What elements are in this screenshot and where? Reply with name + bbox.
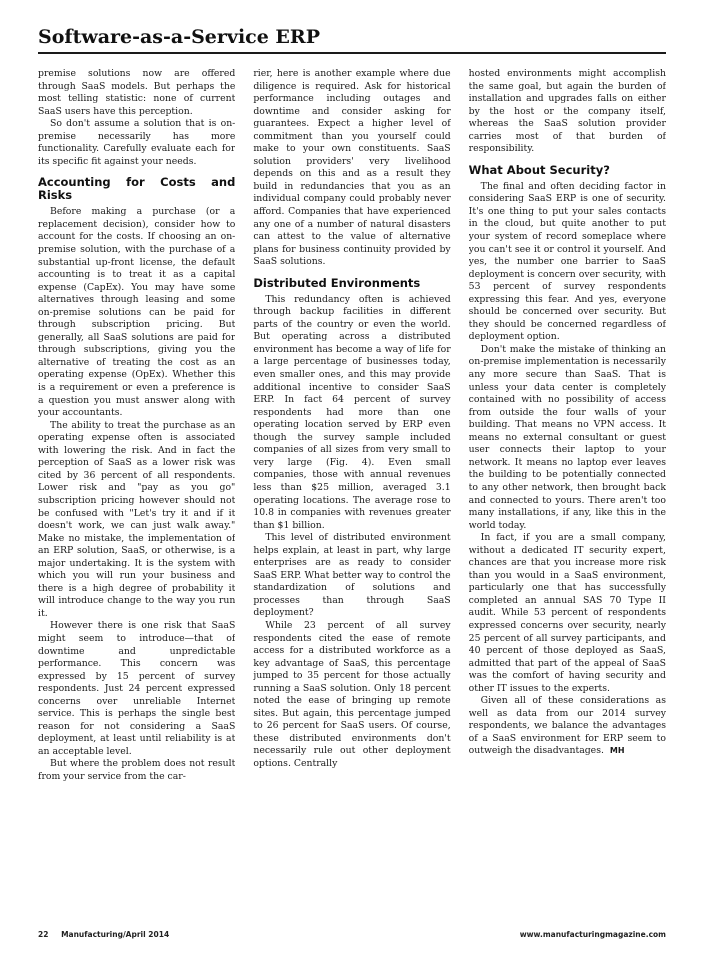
- paragraph: The final and often deciding factor in considering SaaS ERP is one of security. It's one thing to put your sales contacts in the cloud, but quite another to put your system of record someplace where you can't see it or control it yourself. And yes, the number one barrier to SaaS deployment is concern over security, with 53 percent of survey respondents expressing this fear. And yes, everyone should be concerned over security. But they should be concerned regardless of deployment option.: [468, 180, 666, 343]
- paragraph: However there is one risk that SaaS might seem to introduce—that of downtime and unpredictable performance. This concern was expressed by 15 percent of survey respondents. Just 24 percent expressed concerns over unreliable Internet service. This is perhaps the single best reason for not considering a SaaS deployment, at least until reliability is at an acceptable level.: [38, 620, 236, 757]
- column-3: [469, 68, 666, 926]
- end-mark: MH: [609, 746, 625, 756]
- paragraph: But where the problem does not result from your service from the car-: [38, 758, 236, 782]
- subheading-accounting: Accounting for Costs and Risks: [38, 175, 236, 203]
- paragraph-final: [469, 695, 666, 758]
- paragraph: This redundancy often is achieved through backup facilities in different parts of the country or even the world. But operating across a distributed environment has become a way of life for a large percentage of businesses today, even smaller ones, and this may provide additional incentive to consider SaaS ERP. In fact 64 percent of survey respondents had more than one operating location served by ERP even though the survey sample included companies of all sizes from very small to very large (Fig. 4). Even small companies, those with annual revenues less than $25 million, averaged 3.1 operating locations. The average rose to 10.8 in companies with revenues greater than $1 billion.: [253, 293, 451, 531]
- column-2: [253, 68, 450, 926]
- section-title: Software-as-a-Service ERP: [38, 26, 320, 48]
- article-body: [38, 68, 666, 926]
- footer-url[interactable]: www.manufacturingmagazine.com: [519, 930, 666, 939]
- page-number: 22: [38, 930, 49, 939]
- subheading-distributed: Distributed Environments: [253, 275, 421, 290]
- paragraph: premise solutions now are offered through SaaS models. But perhaps the most telling statistic: none of current SaaS users have this perception.: [38, 68, 236, 117]
- paragraph: So don't assume a solution that is on-premise necessarily has more functionality. Carefully evaluate each for its specific fit against your needs.: [38, 118, 236, 167]
- paragraph: In fact, if you are a small company, without a dedicated IT security expert, chances are that you increase more risk than you would in a SaaS environment, particularly one that has successfully completed an annual SAS 70 Type II audit. While 53 percent of respondents expressed concerns over security, nearly 25 percent of all survey participants, and 40 percent of those deployed as SaaS, admitted that part of the appeal of SaaS was the comfort of having security and other IT issues to the experts.: [468, 532, 666, 694]
- issue-info: Manufacturing/April 2014: [61, 930, 170, 939]
- paragraph: While 23 percent of all survey respondents cited the ease of remote access for a distributed workforce as a key advantage of SaaS, this percentage jumped to 35 percent for those actually running a SaaS solution. Only 18 percent noted the ease of bringing up remote sites. But again, this percentage jumped to 26 percent for SaaS users. Of course, these distributed environments don't necessarily rule out other deployment options. Centrally: [253, 619, 451, 769]
- paragraph: The ability to treat the purchase as an operating expense often is associated with lowering the risk. And in fact the perception of SaaS as a lower risk was cited by 36 percent of all respondents. Lower risk and "pay as you go" subscription pricing however should not be confused with "Let's try it and if it doesn't work, we can just walk away." Make no mistake, the implementation of an ERP solution, SaaS, or otherwise, is a major undertaking. It is the system with which you will run your business and there is a high degree of probability it will introduce change to the way you run it.: [38, 419, 236, 619]
- page-header: [38, 26, 666, 54]
- paragraph-text: Given all of these considerations as well as data from our 2014 survey respondents, we balance the advantages of a SaaS environment for ERP seem to outweigh the disadvantages.: [468, 695, 666, 757]
- paragraph: Before making a purchase (or a replacement decision), consider how to account for the costs. If choosing an on-premise solution, with the purchase of a substantial up-front license, the default accounting is to treat it as a capital expense (CapEx). You may have some alternatives through leasing and some on-premise solutions can be paid for through subscription pricing. But generally, all SaaS solutions are paid for through subscriptions, giving you the alternative of treating the cost as an operating expense (OpEx). Whether this is a requirement or even a preference is a question you must answer along with your accountants.: [38, 206, 236, 419]
- paragraph: hosted environments might accomplish the same goal, but again the burden of installation and upgrades falls on either by the host or the company itself, whereas the SaaS solution provider carries most of that burden of responsibility.: [468, 68, 666, 155]
- footer-left: [38, 930, 179, 939]
- paragraph: rier, here is another example where due diligence is required. Ask for historical performance including outages and downtime and consider asking for guarantees. Expect a higher level of commitment than you yourself could make to your own constituents. SaaS solution providers' very livelihood depends on this and as a result they build in redundancies that you as an individual company could probably never afford. Companies that have experienced any one of a number of natural disasters can attest to the value of alternative plans for business continuity provided by SaaS solutions.: [253, 68, 451, 268]
- subheading-security: What About Security?: [468, 162, 610, 177]
- paragraph: This level of distributed environment helps explain, at least in part, why large enterprises are as ready to consider SaaS ERP. What better way to control the standardization of solutions and processes than through SaaS deployment?: [253, 532, 451, 619]
- paragraph: Don't make the mistake of thinking an on-premise implementation is necessarily any more secure than SaaS. That is unless your data center is completely contained with no possibility of access from outside the four walls of your building. That means no VPN access. It means no external consultant or guest user connects their laptop to your network. It means no laptop ever leaves the building to be potentially connected to any other network, then brought back and connected to yours. There aren't too many installations, if any, like this in the world today.: [468, 343, 666, 531]
- column-1: [38, 68, 235, 926]
- page-footer: [38, 930, 666, 939]
